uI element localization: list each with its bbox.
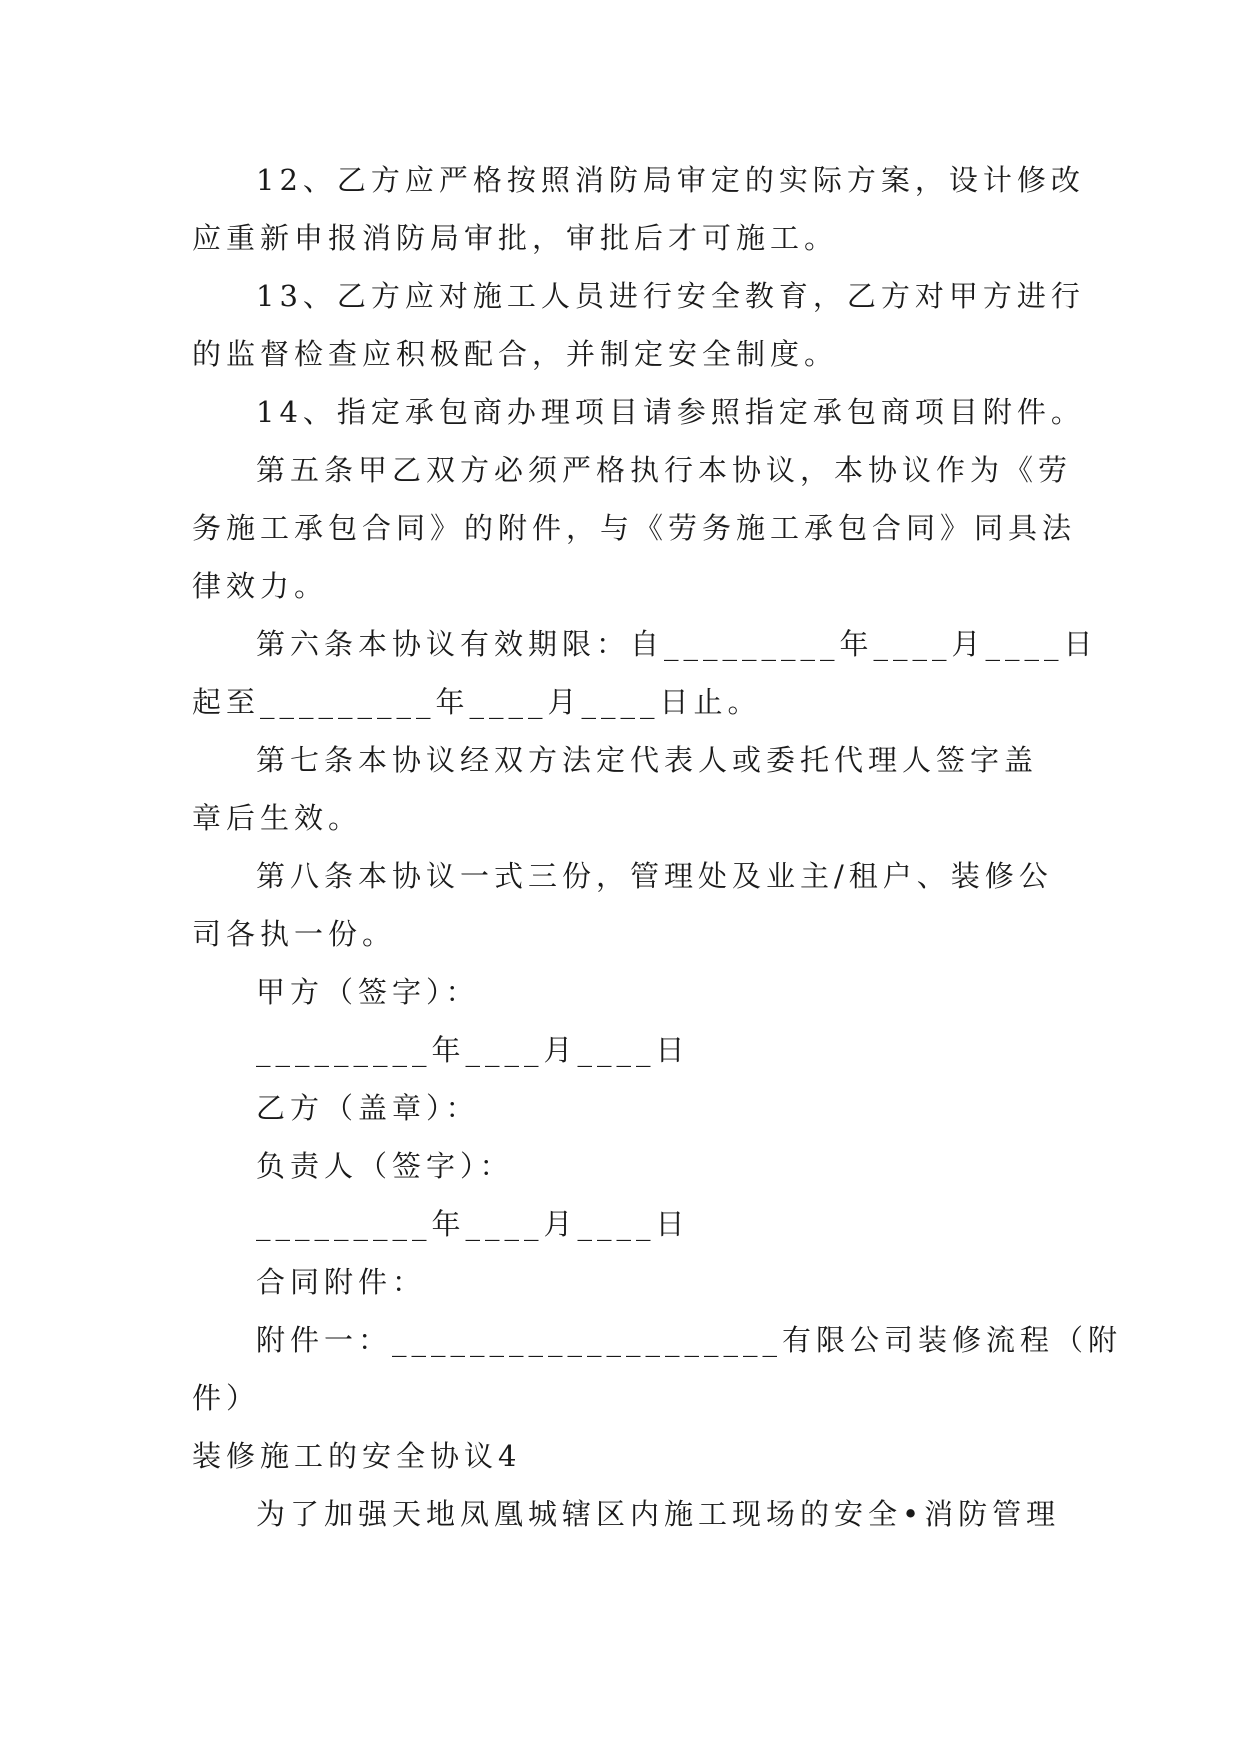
paragraph-line: 起至_________年____月____日止。	[192, 685, 762, 719]
paragraph-line: 13、乙方应对施工人员进行安全教育，乙方对甲方进行	[256, 279, 1085, 313]
date-blank-party-b: _________年____月____日	[256, 1207, 690, 1241]
paragraph-line: 第七条本协议经双方法定代表人或委托代理人签字盖	[256, 743, 1039, 777]
paragraph-line: 件）	[192, 1381, 261, 1415]
attachments-heading: 合同附件：	[256, 1265, 427, 1299]
paragraph-line: 应重新申报消防局审批，审批后才可施工。	[192, 221, 839, 255]
paragraph-line: 司各执一份。	[192, 917, 397, 951]
signature-label-responsible: 负责人（签字）：	[256, 1149, 514, 1183]
paragraph-line: 第八条本协议一式三份，管理处及业主/租户、装修公	[256, 859, 1053, 893]
paragraph-line: 12、乙方应严格按照消防局审定的实际方案，设计修改	[256, 163, 1085, 197]
paragraph-line: 的监督检查应积极配合，并制定安全制度。	[192, 337, 839, 371]
paragraph-line: 第六条本协议有效期限：自_________年____月____日	[256, 627, 1098, 661]
paragraph-line: 务施工承包合同》的附件，与《劳务施工承包合同》同具法	[192, 511, 1077, 545]
paragraph-line: 律效力。	[192, 569, 329, 603]
paragraph-line: 为了加强天地凤凰城辖区内施工现场的安全•消防管理	[256, 1497, 1061, 1531]
section-title: 装修施工的安全协议4	[192, 1439, 522, 1473]
signature-label-party-a: 甲方（签字）：	[256, 975, 480, 1009]
paragraph-line: 章后生效。	[192, 801, 363, 835]
date-blank-party-a: _________年____月____日	[256, 1033, 690, 1067]
attachment-item: 附件一：____________________有限公司装修流程（附	[256, 1323, 1123, 1357]
paragraph-line: 第五条甲乙双方必须严格执行本协议，本协议作为《劳	[256, 453, 1073, 487]
signature-label-party-b: 乙方（盖章）：	[256, 1091, 480, 1125]
paragraph-line: 14、指定承包商办理项目请参照指定承包商项目附件。	[256, 395, 1085, 429]
